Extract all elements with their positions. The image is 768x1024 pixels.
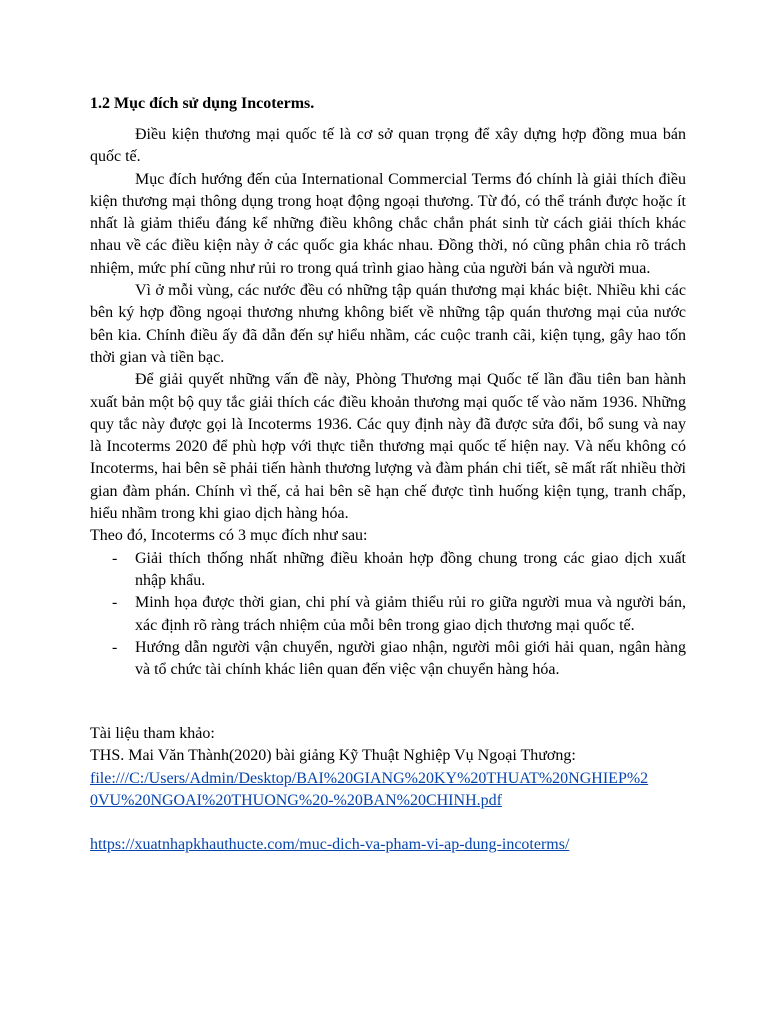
list-marker: -	[112, 638, 118, 656]
list-item-text: Giải thích thống nhất những điều khoản hợp đồng chung trong các giao dịch xuất nhập khẩu.	[135, 549, 686, 589]
section-heading: 1.2 Mục đích sử dụng Incoterms.	[90, 95, 315, 112]
references	[90, 723, 690, 856]
paragraph-3: Vì ở mỗi vùng, các nước đều có những tập quán thương mại khác biệt. Nhiều khi các bên ký hợp đồng ngoại thương nhưng không biết về những tập quán thương mại của nước bên kia. Chính điều ấy đã dẫn đến sự hiểu nhầm, các cuộc tranh cãi, kiện tụng, gây hao tốn thời gian và tiền bạc.	[90, 282, 686, 366]
purpose-list	[90, 548, 686, 682]
list-item-text: Hướng dẫn người vận chuyển, người giao nhận, người môi giới hải quan, ngân hàng và tổ chức tài chính khác liên quan đến việc vận chuyển hàng hóa.	[135, 638, 686, 679]
list-marker: -	[112, 594, 118, 612]
reference-file-link[interactable]: file:///C:/Users/Admin/Desktop/BAI%20GIANG%20KY%20THUAT%20NGHIEP%20VU%20NGOAI%20THUONG%20-%20BAN%20CHINH.pdf	[90, 769, 649, 809]
reference-web-link-wrap	[90, 834, 690, 856]
body-text	[90, 124, 686, 681]
paragraph-4: Để giải quyết những vấn đề này, Phòng Thương mại Quốc tế lần đầu tiên ban hành xuất bản một bộ quy tắc giải thích các điều khoản thương mại quốc tế vào năm 1936. Những quy tắc này được gọi là Incoterms 1936. Các quy định này đã được sửa đổi, bổ sung và nay là Incoterms 2020 để phù hợp với thực tiễn thương mại quốc tế hiện nay. Và nếu không có Incoterms, hai bên sẽ phải tiến hành thương lượng và đàm phán chi tiết, sẽ mất rất nhiều thời gian đàm phán. Chính vì thế, cả hai bên sẽ hạn chế được tình huống kiện tụng, tranh chấp, hiểu nhầm trong khi giao dịch hàng hóa.	[90, 371, 686, 523]
spacer	[90, 812, 690, 834]
references-label: Tài liệu tham khảo:	[90, 725, 215, 742]
reference-file-link-wrap	[90, 768, 650, 813]
reference-web-link[interactable]: https://xuatnhapkhauthucte.com/muc-dich-va-pham-vi-ap-dung-incoterms/	[90, 836, 570, 854]
list-item	[90, 592, 686, 637]
list-item	[90, 637, 686, 682]
list-marker: -	[112, 549, 118, 567]
reference-citation: THS. Mai Văn Thành(2020) bài giảng Kỹ Thuật Nghiệp Vụ Ngoại Thương:	[90, 747, 576, 765]
paragraph-2: Mục đích hướng đến của International Commercial Terms đó chính là giải thích điều kiện thương mại thông dụng trong hoạt động ngoại thương. Từ đó, có thể tránh được hoặc ít nhất là giảm thiểu đáng kể những điều không chắc chắn phát sinh từ cách giải thích khác nhau về các điều kiện này ở các quốc gia khác nhau. Đồng thời, nó cũng phân chia rõ trách nhiệm, mức phí cũng như rủi ro trong quá trình giao hàng của người bán và người mua.	[90, 170, 686, 277]
list-item-text: Minh họa được thời gian, chi phí và giảm thiểu rủi ro giữa người mua và người bán, xác định rõ ràng trách nhiệm của mỗi bên trong giao dịch thương mại quốc tế.	[135, 594, 686, 634]
paragraph-1: Điều kiện thương mại quốc tế là cơ sở quan trọng để xây dựng hợp đồng mua bán quốc tế.	[90, 126, 686, 166]
list-item	[90, 548, 686, 593]
list-intro: Theo đó, Incoterms có 3 mục đích như sau:	[90, 527, 368, 545]
